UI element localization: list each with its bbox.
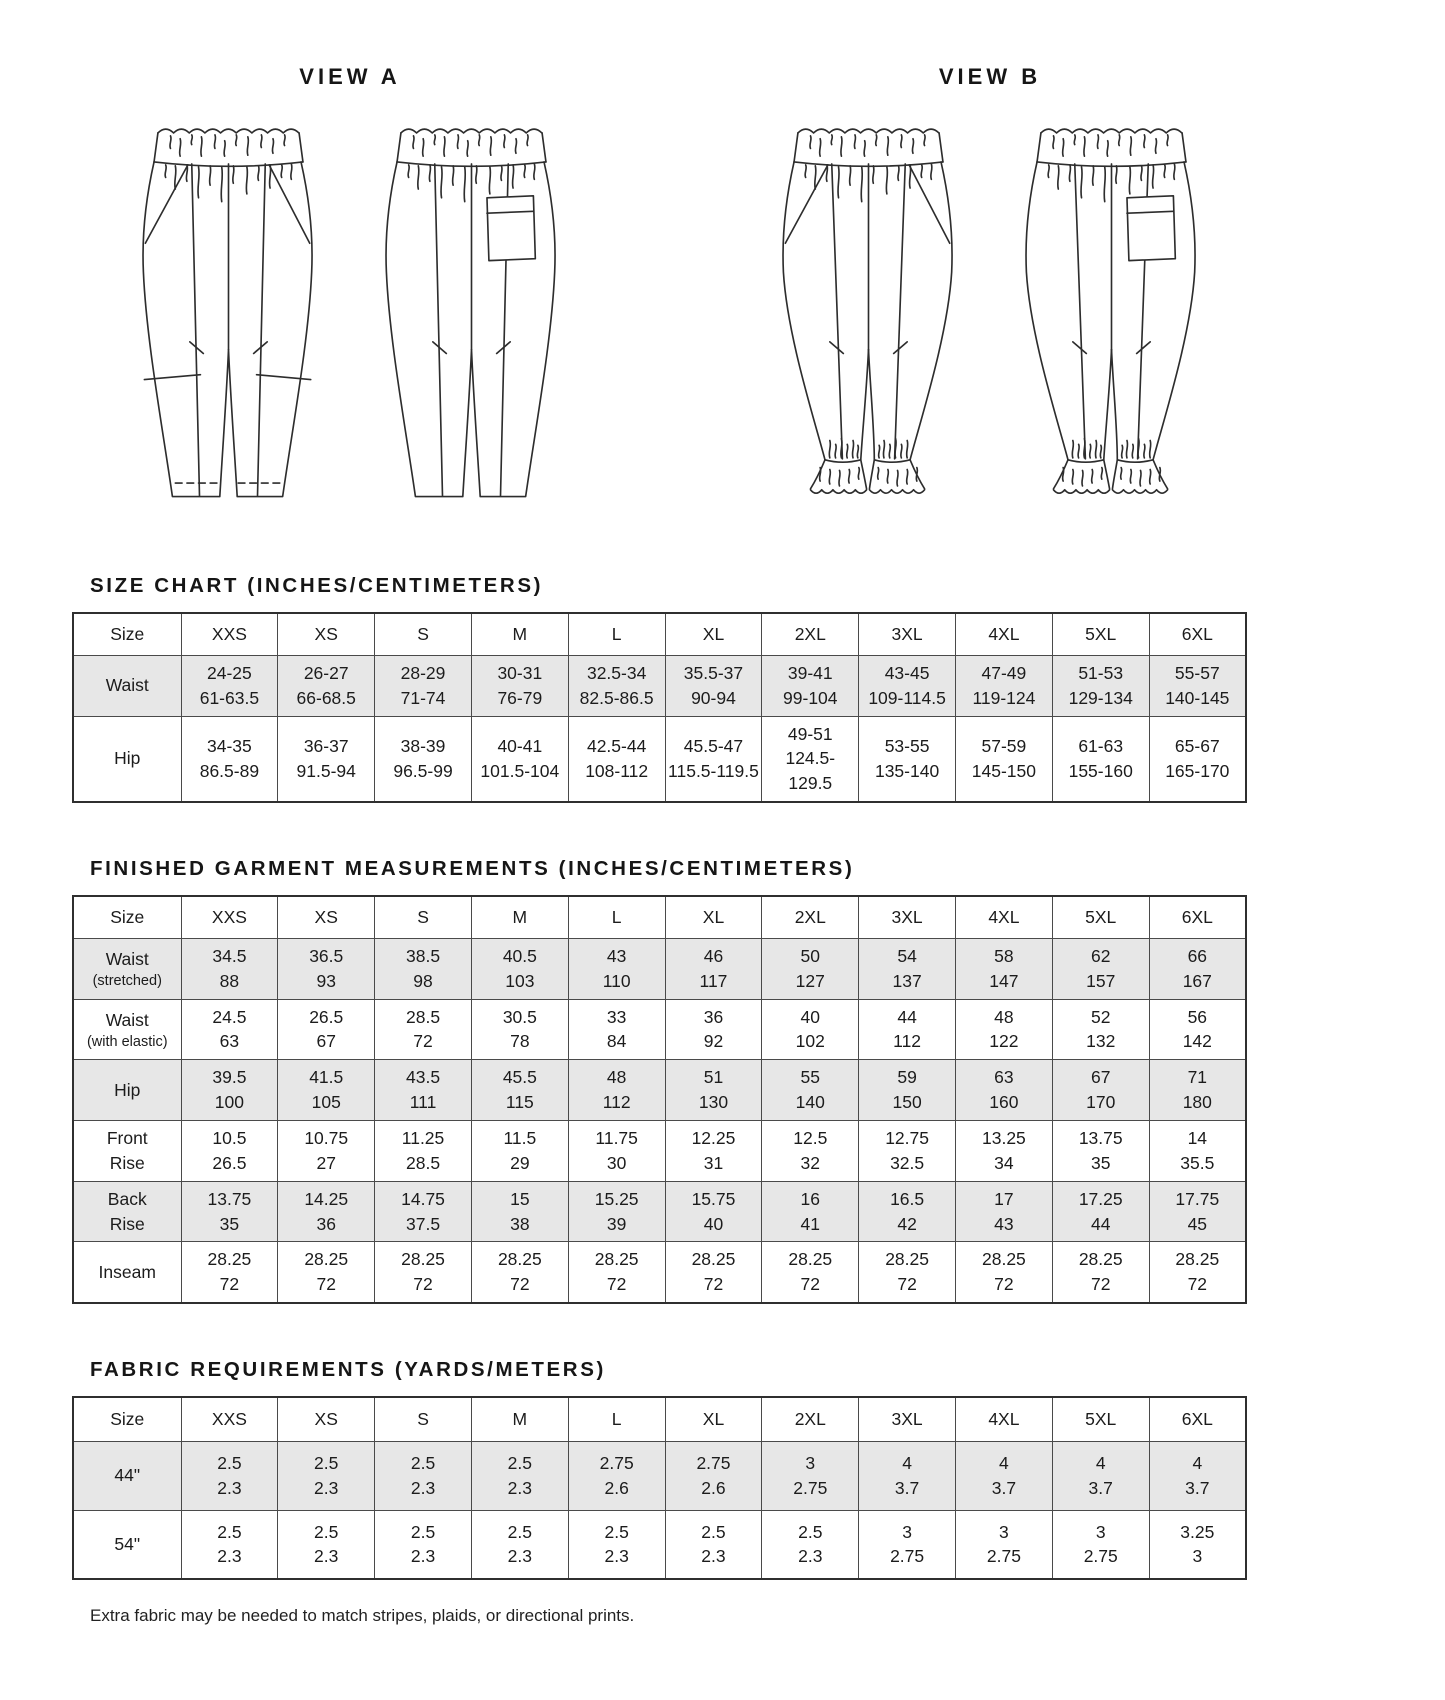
finished-garment-row-back_rise	[73, 1181, 1246, 1242]
finished-garment-header-xxs: XXS	[181, 896, 278, 938]
size-chart-header-xl: XL	[665, 613, 762, 655]
fabric-requirements-w44-s: 2.5 2.3	[375, 1441, 472, 1510]
finished-garment-front_rise-xxs: 10.5 26.5	[181, 1120, 278, 1181]
fabric-requirements-header-xl: XL	[665, 1397, 762, 1441]
size-chart-header-m: M	[471, 613, 568, 655]
size-chart-hip-m: 40-41 101.5-104	[471, 716, 568, 802]
finished-garment-front_rise-xs: 10.75 27	[278, 1120, 375, 1181]
fabric-requirements-w44-5xl: 4 3.7	[1052, 1441, 1149, 1510]
fabric-requirements-header-size: Size	[73, 1397, 181, 1441]
finished-garment-hip-5xl: 67 170	[1052, 1060, 1149, 1121]
finished-garment-container	[72, 895, 1247, 1304]
finished-garment-inseam-6xl: 28.25 72	[1149, 1242, 1246, 1303]
size-chart-hip-xs: 36-37 91.5-94	[278, 716, 375, 802]
finished-garment-waist_elastic-2xl: 40 102	[762, 999, 859, 1060]
finished-garment-header-2xl: 2XL	[762, 896, 859, 938]
finished-garment-inseam-4xl: 28.25 72	[956, 1242, 1053, 1303]
fabric-requirements-w54-2xl: 2.5 2.3	[762, 1510, 859, 1579]
fabric-requirements-w54-3xl: 3 2.75	[859, 1510, 956, 1579]
fabric-requirements-header-4xl: 4XL	[956, 1397, 1053, 1441]
finished-garment-back_rise-m: 15 38	[471, 1181, 568, 1242]
finished-garment-waist_elastic-s: 28.5 72	[375, 999, 472, 1060]
finished-garment-row-inseam	[73, 1242, 1246, 1303]
finished-garment-inseam-m: 28.25 72	[471, 1242, 568, 1303]
size-chart-waist-5xl: 51-53 129-134	[1052, 655, 1149, 716]
fabric-requirements-w44-3xl: 4 3.7	[859, 1441, 956, 1510]
finished-garment-back_rise-xxs: 13.75 35	[181, 1181, 278, 1242]
size-chart-hip-xxs: 34-35 86.5-89	[181, 716, 278, 802]
finished-garment-row-hip	[73, 1060, 1246, 1121]
finished-garment-header-m: M	[471, 896, 568, 938]
fabric-requirements-w44-xl: 2.75 2.6	[665, 1441, 762, 1510]
fabric-requirements-header-row	[73, 1397, 1246, 1441]
finished-garment-front_rise-6xl: 14 35.5	[1149, 1120, 1246, 1181]
fabric-requirements-w54-6xl: 3.25 3	[1149, 1510, 1246, 1579]
finished-garment-waist_elastic-5xl: 52 132	[1052, 999, 1149, 1060]
finished-garment-hip-2xl: 55 140	[762, 1060, 859, 1121]
size-chart-hip-6xl: 65-67 165-170	[1149, 716, 1246, 802]
finished-garment-back_rise-l: 15.25 39	[568, 1181, 665, 1242]
finished-garment-header-row	[73, 896, 1246, 938]
fabric-requirements-w54-xxs: 2.5 2.3	[181, 1510, 278, 1579]
finished-garment-inseam-l: 28.25 72	[568, 1242, 665, 1303]
view-a-back-pants-drawing	[369, 100, 574, 516]
pattern-view-illustrations	[0, 0, 1445, 516]
finished-garment-front_rise-4xl: 13.25 34	[956, 1120, 1053, 1181]
size-chart-header-2xl: 2XL	[762, 613, 859, 655]
finished-garment-waist_stretched-2xl: 50 127	[762, 938, 859, 999]
finished-garment-hip-m: 45.5 115	[471, 1060, 568, 1121]
finished-garment-back_rise-xs: 14.25 36	[278, 1181, 375, 1242]
fabric-requirements-header-s: S	[375, 1397, 472, 1441]
finished-garment-header-s: S	[375, 896, 472, 938]
fabric-requirements-w44-l: 2.75 2.6	[568, 1441, 665, 1510]
finished-garment-waist_stretched-xxs: 34.5 88	[181, 938, 278, 999]
finished-garment-header-xs: XS	[278, 896, 375, 938]
fabric-requirements-table	[72, 1396, 1247, 1580]
fabric-requirements-w44-xs: 2.5 2.3	[278, 1441, 375, 1510]
size-chart-header-xs: XS	[278, 613, 375, 655]
finished-garment-header-xl: XL	[665, 896, 762, 938]
finished-garment-waist_stretched-3xl: 54 137	[859, 938, 956, 999]
view-a-figure	[126, 64, 574, 516]
fabric-requirements-w54-xl: 2.5 2.3	[665, 1510, 762, 1579]
finished-garment-hip-6xl: 71 180	[1149, 1060, 1246, 1121]
finished-garment-inseam-xl: 28.25 72	[665, 1242, 762, 1303]
finished-garment-header-6xl: 6XL	[1149, 896, 1246, 938]
size-chart-hip-3xl: 53-55 135-140	[859, 716, 956, 802]
finished-garment-waist_elastic-3xl: 44 112	[859, 999, 956, 1060]
finished-garment-rowlabel-waist_stretched: Waist (stretched)	[73, 938, 181, 999]
finished-garment-row-waist_stretched	[73, 938, 1246, 999]
size-chart-container	[72, 612, 1247, 803]
fabric-requirements-w44-m: 2.5 2.3	[471, 1441, 568, 1510]
finished-garment-header-size: Size	[73, 896, 181, 938]
fabric-requirements-w44-xxs: 2.5 2.3	[181, 1441, 278, 1510]
finished-garment-waist_stretched-xs: 36.5 93	[278, 938, 375, 999]
size-chart-hip-xl: 45.5-47 115.5-119.5	[665, 716, 762, 802]
fabric-requirements-header-5xl: 5XL	[1052, 1397, 1149, 1441]
finished-garment-waist_elastic-6xl: 56 142	[1149, 999, 1246, 1060]
finished-garment-inseam-5xl: 28.25 72	[1052, 1242, 1149, 1303]
finished-garment-waist_elastic-xxs: 24.5 63	[181, 999, 278, 1060]
view-a-label: VIEW A	[299, 64, 401, 89]
finished-garment-header-3xl: 3XL	[859, 896, 956, 938]
finished-garment-front_rise-2xl: 12.5 32	[762, 1120, 859, 1181]
size-chart-waist-3xl: 43-45 109-114.5	[859, 655, 956, 716]
fabric-requirements-header-6xl: 6XL	[1149, 1397, 1246, 1441]
view-b-drawings	[766, 100, 1214, 516]
size-chart-hip-2xl: 49-51 124.5-129.5	[762, 716, 859, 802]
finished-garment-inseam-2xl: 28.25 72	[762, 1242, 859, 1303]
finished-garment-back_rise-2xl: 16 41	[762, 1181, 859, 1242]
size-chart-header-s: S	[375, 613, 472, 655]
measurement-charts	[72, 574, 1247, 1626]
finished-garment-front_rise-s: 11.25 28.5	[375, 1120, 472, 1181]
size-chart-hip-s: 38-39 96.5-99	[375, 716, 472, 802]
finished-garment-waist_stretched-5xl: 62 157	[1052, 938, 1149, 999]
finished-garment-waist_stretched-6xl: 66 167	[1149, 938, 1246, 999]
finished-garment-row-front_rise	[73, 1120, 1246, 1181]
finished-garment-waist_stretched-l: 43 110	[568, 938, 665, 999]
size-chart-waist-l: 32.5-34 82.5-86.5	[568, 655, 665, 716]
size-chart-title: SIZE CHART (INCHES/CENTIMETERS)	[90, 574, 544, 597]
view-b-back-pants-drawing	[1009, 100, 1214, 516]
size-chart-header-6xl: 6XL	[1149, 613, 1246, 655]
finished-garment-hip-3xl: 59 150	[859, 1060, 956, 1121]
finished-garment-front_rise-m: 11.5 29	[471, 1120, 568, 1181]
finished-garment-row-waist_elastic	[73, 999, 1246, 1060]
fabric-requirements-w54-4xl: 3 2.75	[956, 1510, 1053, 1579]
fabric-requirements-w44-4xl: 4 3.7	[956, 1441, 1053, 1510]
finished-garment-rowlabel-hip: Hip	[73, 1060, 181, 1121]
fabric-requirements-container	[72, 1396, 1247, 1580]
size-chart-row-hip	[73, 716, 1246, 802]
finished-garment-hip-l: 48 112	[568, 1060, 665, 1121]
extra-fabric-note: Extra fabric may be needed to match stripes, plaids, or directional prints.	[90, 1606, 635, 1626]
fabric-requirements-w54-s: 2.5 2.3	[375, 1510, 472, 1579]
fabric-requirements-header-l: L	[568, 1397, 665, 1441]
finished-garment-inseam-xs: 28.25 72	[278, 1242, 375, 1303]
finished-garment-header-4xl: 4XL	[956, 896, 1053, 938]
finished-garment-title: FINISHED GARMENT MEASUREMENTS (INCHES/CENTIMETERS)	[90, 857, 855, 881]
fabric-requirements-w54-5xl: 3 2.75	[1052, 1510, 1149, 1579]
finished-garment-back_rise-6xl: 17.75 45	[1149, 1181, 1246, 1242]
size-chart-hip-5xl: 61-63 155-160	[1052, 716, 1149, 802]
finished-garment-rowlabel-waist_elastic: Waist (with elastic)	[73, 999, 181, 1060]
finished-garment-inseam-3xl: 28.25 72	[859, 1242, 956, 1303]
size-chart-waist-xs: 26-27 66-68.5	[278, 655, 375, 716]
finished-garment-inseam-s: 28.25 72	[375, 1242, 472, 1303]
finished-garment-waist_elastic-l: 33 84	[568, 999, 665, 1060]
fabric-requirements-title: FABRIC REQUIREMENTS (YARDS/METERS)	[90, 1358, 606, 1382]
finished-garment-waist_stretched-s: 38.5 98	[375, 938, 472, 999]
view-b-label: VIEW B	[938, 64, 1042, 89]
finished-garment-hip-4xl: 63 160	[956, 1060, 1053, 1121]
fabric-requirements-rowlabel-w54: 54"	[73, 1510, 181, 1579]
finished-garment-back_rise-s: 14.75 37.5	[375, 1181, 472, 1242]
finished-garment-header-l: L	[568, 896, 665, 938]
fabric-requirements-w54-xs: 2.5 2.3	[278, 1510, 375, 1579]
size-chart-hip-l: 42.5-44 108-112	[568, 716, 665, 802]
fabric-requirements-header-3xl: 3XL	[859, 1397, 956, 1441]
finished-garment-front_rise-xl: 12.25 31	[665, 1120, 762, 1181]
fabric-requirements-rowlabel-w44: 44"	[73, 1441, 181, 1510]
finished-garment-hip-xxs: 39.5 100	[181, 1060, 278, 1121]
fabric-requirements-header-m: M	[471, 1397, 568, 1441]
finished-garment-front_rise-5xl: 13.75 35	[1052, 1120, 1149, 1181]
fabric-requirements-w54-m: 2.5 2.3	[471, 1510, 568, 1579]
view-b-figure	[766, 64, 1214, 516]
size-chart-waist-2xl: 39-41 99-104	[762, 655, 859, 716]
size-chart-header-row	[73, 613, 1246, 655]
finished-garment-waist_stretched-m: 40.5 103	[471, 938, 568, 999]
fabric-requirements-w44-6xl: 4 3.7	[1149, 1441, 1246, 1510]
fabric-requirements-row-w44	[73, 1441, 1246, 1510]
size-chart-waist-xxs: 24-25 61-63.5	[181, 655, 278, 716]
size-chart-waist-s: 28-29 71-74	[375, 655, 472, 716]
size-chart-header-l: L	[568, 613, 665, 655]
finished-garment-rowlabel-inseam: Inseam	[73, 1242, 181, 1303]
size-chart-table	[72, 612, 1247, 803]
size-chart-waist-6xl: 55-57 140-145	[1149, 655, 1246, 716]
finished-garment-hip-s: 43.5 111	[375, 1060, 472, 1121]
fabric-requirements-header-xxs: XXS	[181, 1397, 278, 1441]
size-chart-waist-xl: 35.5-37 90-94	[665, 655, 762, 716]
view-b-front-pants-drawing	[766, 100, 971, 516]
finished-garment-back_rise-4xl: 17 43	[956, 1181, 1053, 1242]
finished-garment-rowlabel-back_rise: Back Rise	[73, 1181, 181, 1242]
size-chart-header-3xl: 3XL	[859, 613, 956, 655]
view-a-drawings	[126, 100, 574, 516]
fabric-requirements-row-w54	[73, 1510, 1246, 1579]
finished-garment-back_rise-xl: 15.75 40	[665, 1181, 762, 1242]
finished-garment-waist_stretched-xl: 46 117	[665, 938, 762, 999]
size-chart-header-size: Size	[73, 613, 181, 655]
size-chart-header-4xl: 4XL	[956, 613, 1053, 655]
size-chart-row-waist	[73, 655, 1246, 716]
finished-garment-waist_elastic-xs: 26.5 67	[278, 999, 375, 1060]
finished-garment-waist_elastic-xl: 36 92	[665, 999, 762, 1060]
fabric-requirements-w54-l: 2.5 2.3	[568, 1510, 665, 1579]
finished-garment-back_rise-5xl: 17.25 44	[1052, 1181, 1149, 1242]
finished-garment-front_rise-3xl: 12.75 32.5	[859, 1120, 956, 1181]
fabric-requirements-w44-2xl: 3 2.75	[762, 1441, 859, 1510]
size-chart-rowlabel-hip: Hip	[73, 716, 181, 802]
finished-garment-waist_stretched-4xl: 58 147	[956, 938, 1053, 999]
finished-garment-table	[72, 895, 1247, 1304]
view-a-front-pants-drawing	[126, 100, 331, 516]
finished-garment-rowlabel-front_rise: Front Rise	[73, 1120, 181, 1181]
size-chart-waist-m: 30-31 76-79	[471, 655, 568, 716]
finished-garment-header-5xl: 5XL	[1052, 896, 1149, 938]
finished-garment-back_rise-3xl: 16.5 42	[859, 1181, 956, 1242]
size-chart-hip-4xl: 57-59 145-150	[956, 716, 1053, 802]
fabric-requirements-header-2xl: 2XL	[762, 1397, 859, 1441]
size-chart-header-xxs: XXS	[181, 613, 278, 655]
size-chart-waist-4xl: 47-49 119-124	[956, 655, 1053, 716]
finished-garment-front_rise-l: 11.75 30	[568, 1120, 665, 1181]
fabric-requirements-header-xs: XS	[278, 1397, 375, 1441]
finished-garment-waist_elastic-m: 30.5 78	[471, 999, 568, 1060]
finished-garment-inseam-xxs: 28.25 72	[181, 1242, 278, 1303]
finished-garment-hip-xl: 51 130	[665, 1060, 762, 1121]
finished-garment-hip-xs: 41.5 105	[278, 1060, 375, 1121]
size-chart-rowlabel-waist: Waist	[73, 655, 181, 716]
size-chart-header-5xl: 5XL	[1052, 613, 1149, 655]
finished-garment-waist_elastic-4xl: 48 122	[956, 999, 1053, 1060]
